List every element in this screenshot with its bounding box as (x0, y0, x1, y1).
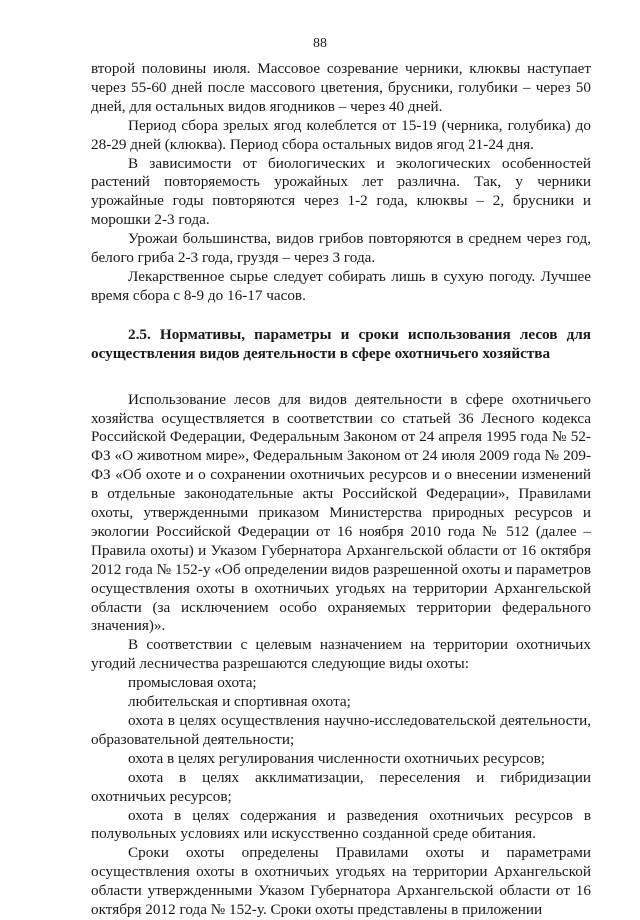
list-item-amateur-hunting: любительская и спортивная охота; (128, 693, 351, 711)
paragraph-legal-basis: Использование лесов для видов деятельности в сфере охотничьего хозяйства осуществляется в соответствии со статьей 36 Лесного кодекса Российской Федерации, Федеральным Законом от 24 апреля 1995 года № 52-ФЗ «О животном мире», Федеральным Законом от 24 июля 2009 года № 209-ФЗ «Об охоте и о сохранении охотничьих ресурсов и о внесении изменений в отдельные законодательные акты Российской Федерации», Правилами охоты, утвержденными приказом Министерства природных ресурсов и экологии Российской Федерации от 16 ноября 2010 года № 512 (далее – Правила охоты) и Указом Губернатора Архангельской области от 16 октября 2012 года № 152-у «Об определении видов разрешенной охоты и параметров осуществления охоты в охотничьих угодьях на территории Архангельской области (за исключением особо охраняемых территории федерального значения)». (91, 390, 591, 635)
paragraph-mushroom-yields: Урожаи большинства, видов грибов повторяются в среднем через год, белого гриба 2-3 года, груздя – через 3 года. (91, 230, 591, 267)
paragraph-hunting-types-intro: В соответствии с целевым назначением на территории охотничьих угодий лесничества разрешаются следующие виды охоты: (91, 636, 591, 673)
list-item-acclimatization-hunting: охота в целях акклиматизации, переселения и гибридизации охотничьих ресурсов; (91, 768, 591, 805)
section-heading: 2.5. Нормативы, параметры и сроки использования лесов для осуществления видов деятельности в сфере охотничьего хозяйства (91, 325, 591, 362)
list-item-breeding-hunting: охота в целях содержания и разведения охотничьих ресурсов в полувольных условиях или искусственно созданной среде обитания. (91, 806, 591, 843)
paragraph-hunting-dates: Сроки охоты определены Правилами охоты и параметрами осуществления охоты в охотничьих угодьях на территории Архангельской области утвержденными Указом Губернатора Архангельской области от 16 октября 2012 года № 152-у. Сроки охоты представлены в приложении (91, 844, 591, 919)
list-item-research-hunting: охота в целях осуществления научно-исследовательской деятельности, образовательной деятельности; (91, 712, 591, 748)
list-item-regulation-hunting: охота в целях регулирования численности охотничьих ресурсов; (128, 749, 546, 767)
paragraph-harvest-period: Период сбора зрелых ягод колеблется от 15-19 (черника, голубика) до 28-29 дней (клюква). Период сбора остальных видов ягод 21-24 дня. (91, 116, 591, 153)
page-number: 88 (313, 36, 327, 51)
document-body (91, 60, 591, 920)
list-item-commercial-hunting: промысловая охота; (128, 674, 257, 692)
paragraph-medicinal-raw: Лекарственное сырье следует собирать лишь в сухую погоду. Лучшее время сбора с 8-9 до 16-17 часов. (91, 267, 591, 304)
paragraph-yield-frequency: В зависимости от биологических и экологических особенностей растений повторяемость урожайных лет различна. Так, у черники урожайные годы повторяются через 1-2 года, клюквы – 2, брусники и морошки 2-3 года. (91, 154, 591, 229)
paragraph-berry-ripening: второй половины июля. Массовое созревание черники, клюквы наступает через 55-60 дней после массового цветения, брусники, голубики – через 50 дней, для остальных видов ягодников – через 40 дней. (91, 60, 591, 115)
